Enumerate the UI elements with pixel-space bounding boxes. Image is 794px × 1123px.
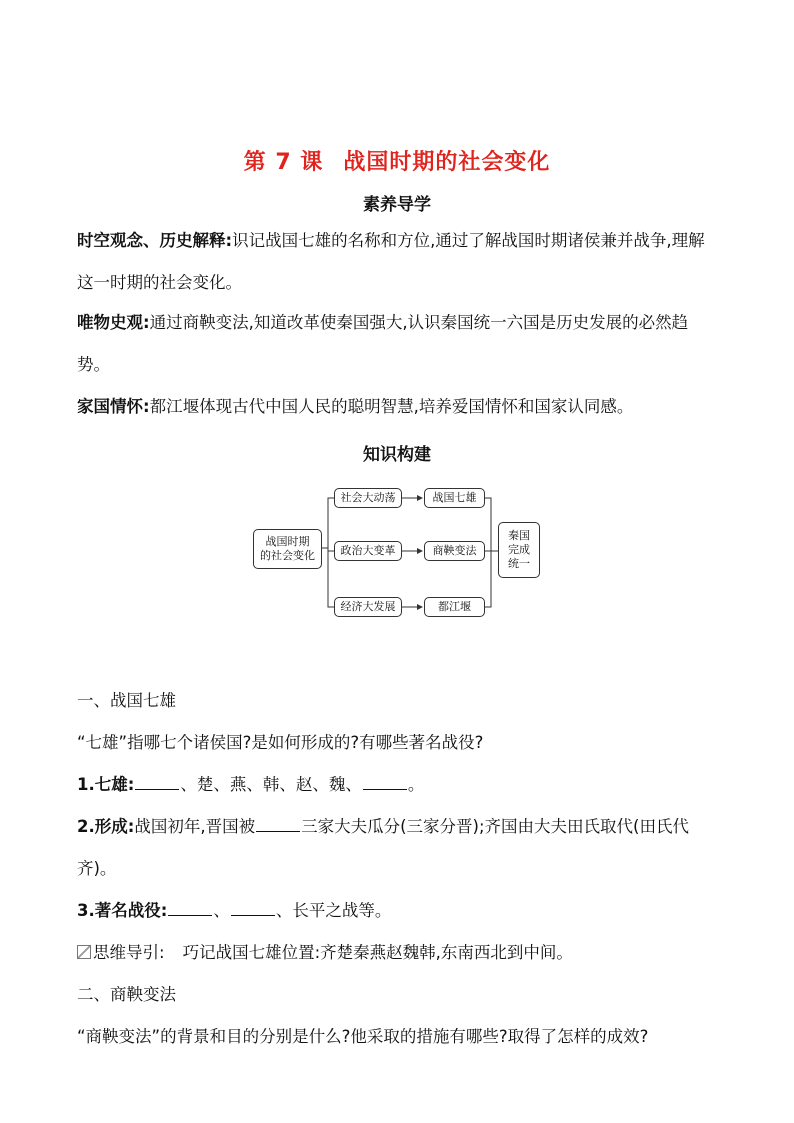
item2-text-b: 三家大夫瓜分(三家分晋);齐国由大夫田氏取代(田氏代齐)。 <box>77 817 689 878</box>
knowledge-heading: 知识构建 <box>363 445 431 465</box>
answer-blank[interactable] <box>231 901 275 916</box>
result-line-1: 秦国 <box>508 529 530 542</box>
thinking-tip <box>77 932 717 974</box>
literacy-item-3-text: 都江堰体现古代中国人民的聪明智慧,培养爱国情怀和国家认同感。 <box>149 397 634 416</box>
lesson-topic: 战国时期的社会变化 <box>343 150 551 175</box>
tip-icon <box>77 945 91 959</box>
item1-label: 1.七雄: <box>77 775 135 794</box>
literacy-item-2-text: 通过商鞅变法,知道改革使秦国强大,认识秦国统一六国是历史发展的必然趋势。 <box>77 313 689 374</box>
root-line-2: 的社会变化 <box>260 549 315 562</box>
lesson-number: 第 7 课 <box>243 150 324 175</box>
result-line-2: 完成 <box>508 543 530 556</box>
answer-blank[interactable] <box>168 901 212 916</box>
literacy-item-1 <box>77 220 717 304</box>
literacy-item-3-label: 家国情怀: <box>77 397 150 416</box>
section1-item-2 <box>77 806 717 890</box>
diagram-middle-node-1: 社会大动荡 <box>334 488 402 508</box>
literacy-item-3 <box>77 386 717 428</box>
literacy-item-1-text: 识记战国七雄的名称和方位,通过了解战国时期诸侯兼并战争,理解这一时期的社会变化。 <box>77 231 705 292</box>
section2-question: “商鞅变法”的背景和目的分别是什么?他采取的措施有哪些?取得了怎样的成效? <box>77 1027 649 1046</box>
diagram-right-node-1: 战国七雄 <box>424 488 485 508</box>
right-bracket <box>485 498 491 607</box>
literacy-heading: 素养导学 <box>363 195 431 215</box>
diagram-root-node <box>253 529 322 569</box>
diagram-middle-node-3: 经济大发展 <box>334 597 402 617</box>
item2-label: 2.形成: <box>77 817 135 836</box>
item3-label: 3.著名战役: <box>77 901 168 920</box>
left-bracket <box>328 498 334 607</box>
section1-question: “七雄”指哪七个诸侯国?是如何形成的?有哪些著名战役? <box>77 733 484 752</box>
tip-text: 巧记战国七雄位置:齐楚秦燕赵魏韩,东南西北到中间。 <box>182 943 573 962</box>
section2-heading: 二、商鞅变法 <box>77 985 176 1004</box>
diagram-middle-node-2: 政治大变革 <box>334 541 402 561</box>
section1-item-1 <box>77 764 717 806</box>
item1-end: 。 <box>407 775 425 794</box>
literacy-item-2-label: 唯物史观: <box>77 313 150 332</box>
item2-text-a: 战国初年,晋国被 <box>134 817 256 836</box>
literacy-item-1-label: 时空观念、历史解释: <box>77 231 233 250</box>
result-line-3: 统一 <box>508 557 530 570</box>
root-line-1: 战国时期 <box>265 535 310 548</box>
section1-item-3 <box>77 890 717 932</box>
item1-text: 、楚、燕、韩、赵、魏、 <box>180 775 362 794</box>
answer-blank[interactable] <box>135 775 179 790</box>
answer-blank[interactable] <box>256 817 300 832</box>
diagram-right-node-3: 都江堰 <box>424 597 485 617</box>
diagram-result-node <box>498 522 540 578</box>
lesson-title <box>0 145 794 176</box>
item3-text: 、长平之战等。 <box>275 901 392 920</box>
item3-mid: 、 <box>213 901 230 920</box>
answer-blank[interactable] <box>363 775 407 790</box>
diagram-right-node-2: 商鞅变法 <box>424 541 485 561</box>
literacy-item-2 <box>77 302 717 386</box>
tip-label: 思维导引: <box>93 943 165 962</box>
section1-heading: 一、战国七雄 <box>77 691 176 710</box>
